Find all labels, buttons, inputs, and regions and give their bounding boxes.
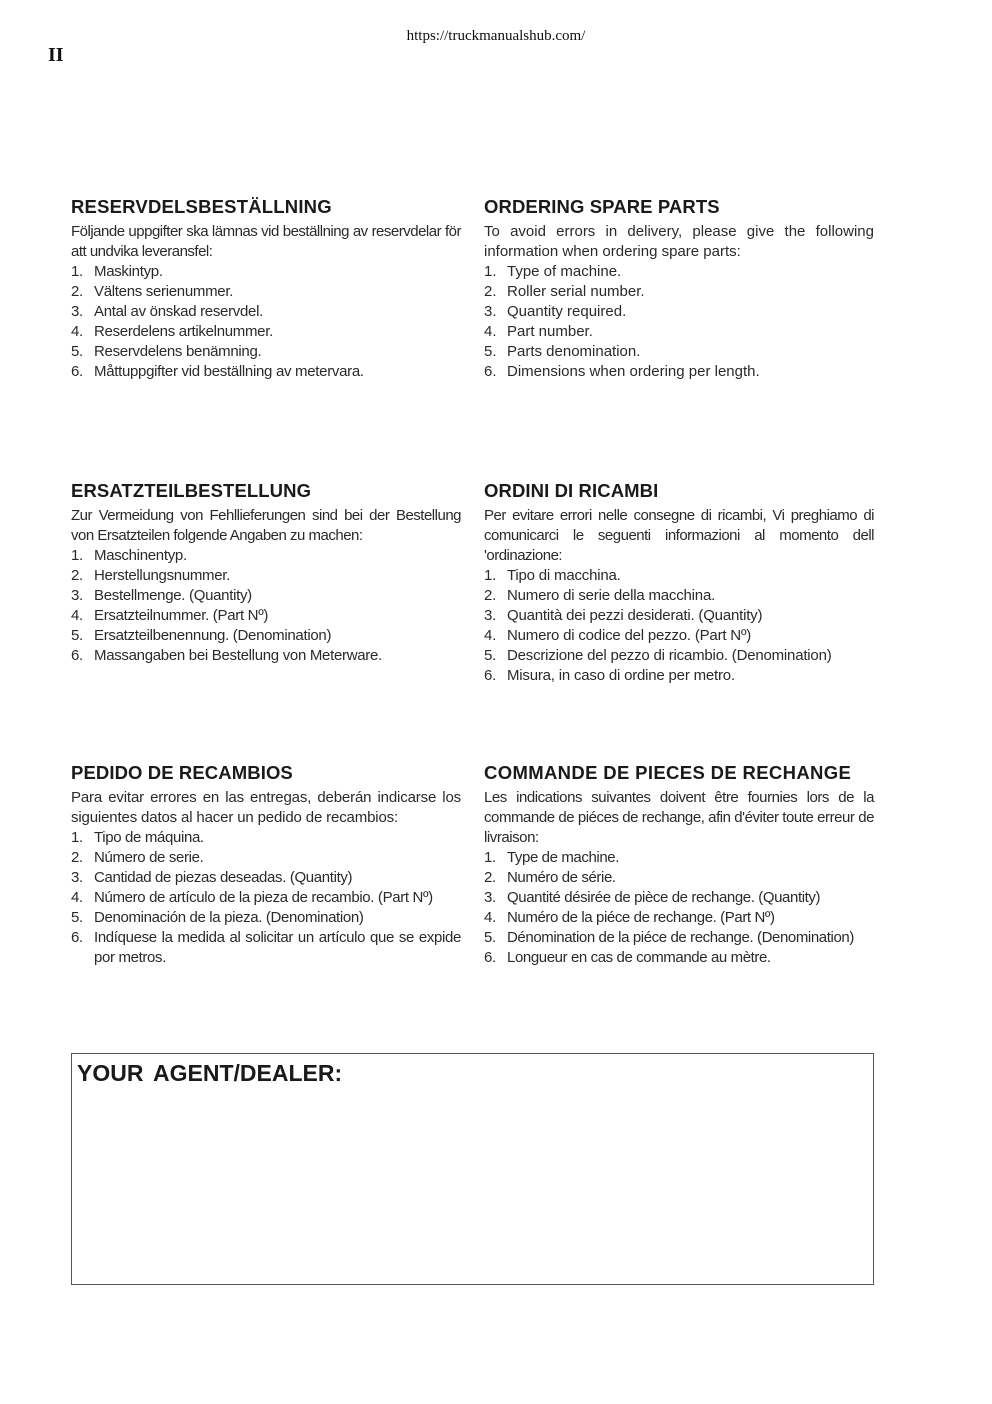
list-item <box>484 666 874 686</box>
list-item-number: 2. <box>71 567 83 584</box>
list-item-text: Indíquese la medida al solicitar un artículo que se expide por metros. <box>94 929 461 966</box>
list-item <box>71 606 461 626</box>
list-item-text: Roller serial number. <box>507 283 645 300</box>
section-title: ORDERING SPARE PARTS <box>484 196 720 217</box>
list-item-number: 4. <box>484 323 497 340</box>
list-item-number: 6. <box>484 363 497 380</box>
list-item <box>484 606 874 626</box>
list-item-text: Número de serie. <box>94 849 204 866</box>
list-item-number: 6. <box>71 363 83 380</box>
list-item-text: Ersatzteilnummer. (Part Nº) <box>94 607 269 624</box>
instruction-list <box>484 848 874 968</box>
list-item-text: Longueur en cas de commande au mètre. <box>507 949 771 966</box>
section-title: COMMANDE DE PIECES DE RECHANGE <box>484 762 852 783</box>
section-title: RESERVDELSBESTÄLLNING <box>71 196 332 217</box>
section-spanish <box>71 762 461 968</box>
list-item-number: 3. <box>484 303 497 320</box>
list-item-text: Type de machine. <box>507 849 620 866</box>
list-item-number: 5. <box>484 343 497 360</box>
list-item-text: Tipo de máquina. <box>94 829 204 846</box>
list-item-number: 6. <box>484 949 496 966</box>
list-item-text: Numero di serie della macchina. <box>507 587 716 604</box>
list-item-number: 3. <box>71 869 83 886</box>
list-item <box>484 342 874 362</box>
list-item <box>71 928 461 968</box>
list-item-number: 5. <box>71 343 83 360</box>
section-intro: To avoid errors in delivery, please give the following information when ordering spare parts: <box>484 223 874 260</box>
section-intro: Les indications suivantes doivent être fournies lors de la commande de piéces de rechange, afin d'éviter toute erreur de livraison: <box>484 789 874 846</box>
list-item-number: 5. <box>71 627 83 644</box>
list-item-number: 6. <box>484 667 497 684</box>
list-item <box>484 646 874 666</box>
list-item-text: Maschinentyp. <box>94 547 187 564</box>
list-item <box>71 322 461 342</box>
instruction-list <box>71 546 461 666</box>
list-item-text: Reservdelens benämning. <box>94 343 262 360</box>
list-item-number: 3. <box>71 587 83 604</box>
list-item-number: 1. <box>484 567 497 584</box>
list-item-text: Numéro de la piéce de rechange. (Part Nº) <box>507 909 775 926</box>
list-item <box>71 282 461 302</box>
list-item-text: Denominación de la pieza. (Denomination) <box>94 909 364 926</box>
list-item-text: Quantité désirée de pièce de rechange. (Quantity) <box>507 889 821 906</box>
section-swedish <box>71 196 461 382</box>
section-title: ERSATZTEILBESTELLUNG <box>71 480 312 501</box>
list-item-number: 1. <box>484 849 496 866</box>
list-item-number: 4. <box>71 323 83 340</box>
list-item-text: Vältens serienummer. <box>94 283 234 300</box>
list-item <box>71 586 461 606</box>
list-item <box>71 626 461 646</box>
list-item <box>71 262 461 282</box>
list-item-number: 3. <box>484 889 496 906</box>
list-item <box>71 828 461 848</box>
list-item-number: 5. <box>484 647 497 664</box>
section-italian <box>484 480 874 686</box>
list-item <box>71 646 461 666</box>
list-item-text: Type of machine. <box>507 263 622 280</box>
list-item-text: Dénomination de la piéce de rechange. (Denomination) <box>507 929 854 946</box>
list-item-text: Måttuppgifter vid beställning av metervara. <box>94 363 364 380</box>
list-item-text: Antal av önskad reservdel. <box>94 303 263 320</box>
header-url: https://truckmanualshub.com/ <box>406 28 586 44</box>
section-title: ORDINI DI RICAMBI <box>484 480 659 501</box>
list-item <box>71 546 461 566</box>
list-item-text: Misura, in caso di ordine per metro. <box>507 667 735 684</box>
section-english <box>484 196 874 382</box>
list-item <box>484 322 874 342</box>
dealer-box <box>71 1053 874 1285</box>
section-intro: Följande uppgifter ska lämnas vid beställning av reservdelar för att undvika leveransfel: <box>71 223 461 260</box>
list-item-number: 2. <box>484 283 497 300</box>
list-item <box>484 282 874 302</box>
list-item-number: 6. <box>71 929 83 946</box>
list-item <box>484 302 874 322</box>
list-item <box>484 868 874 888</box>
list-item-number: 5. <box>484 929 496 946</box>
list-item-text: Maskintyp. <box>94 263 163 280</box>
list-item <box>71 302 461 322</box>
instruction-list <box>71 828 461 968</box>
instruction-list <box>484 262 874 382</box>
list-item <box>484 586 874 606</box>
instruction-list <box>484 566 874 686</box>
list-item <box>484 888 874 908</box>
list-item-text: Número de artículo de la pieza de recambio. (Part Nº) <box>94 889 433 906</box>
section-french <box>484 762 874 968</box>
list-item-number: 1. <box>484 263 497 280</box>
list-item <box>71 848 461 868</box>
list-item <box>484 566 874 586</box>
section-intro: Zur Vermeidung von Fehllieferungen sind bei der Bestellung von Ersatzteilen folgende Angaben zu machen: <box>71 507 461 544</box>
list-item-text: Numero di codice del pezzo. (Part Nº) <box>507 627 752 644</box>
list-item-text: Dimensions when ordering per length. <box>507 363 760 380</box>
list-item-number: 3. <box>71 303 83 320</box>
list-item-text: Descrizione del pezzo di ricambio. (Denomination) <box>507 647 832 664</box>
list-item-number: 2. <box>484 869 496 886</box>
list-item <box>484 928 874 948</box>
list-item <box>484 948 874 968</box>
list-item <box>484 262 874 282</box>
list-item-number: 4. <box>71 889 83 906</box>
list-item-text: Herstellungsnummer. <box>94 567 231 584</box>
list-item-number: 1. <box>71 263 83 280</box>
list-item <box>484 626 874 646</box>
list-item-text: Ersatzteilbenennung. (Denomination) <box>94 627 332 644</box>
list-item-number: 2. <box>484 587 497 604</box>
list-item <box>484 848 874 868</box>
page-number: II <box>48 44 64 66</box>
list-item <box>71 362 461 382</box>
list-item-text: Reserdelens artikelnummer. <box>94 323 273 340</box>
section-intro: Per evitare errori nelle consegne di ricambi, Vi preghiamo di comunicarci le seguenti informazioni al momento dell 'ordinazione: <box>484 507 874 564</box>
list-item-text: Tipo di macchina. <box>507 567 621 584</box>
section-title: PEDIDO DE RECAMBIOS <box>71 762 293 783</box>
list-item-number: 2. <box>71 283 83 300</box>
list-item <box>71 908 461 928</box>
section-german <box>71 480 461 666</box>
list-item-text: Massangaben bei Bestellung von Meterware. <box>94 647 382 664</box>
instruction-list <box>71 262 461 382</box>
list-item-number: 4. <box>484 909 496 926</box>
list-item <box>484 362 874 382</box>
list-item <box>71 342 461 362</box>
list-item-number: 1. <box>71 829 83 846</box>
list-item <box>71 566 461 586</box>
list-item-text: Cantidad de piezas deseadas. (Quantity) <box>94 869 353 886</box>
list-item-number: 4. <box>484 627 497 644</box>
list-item-number: 6. <box>71 647 83 664</box>
list-item <box>71 888 461 908</box>
list-item-text: Parts denomination. <box>507 343 641 360</box>
list-item-number: 4. <box>71 607 83 624</box>
list-item-text: Bestellmenge. (Quantity) <box>94 587 252 604</box>
list-item <box>71 868 461 888</box>
section-intro: Para evitar errores en las entregas, deberán indicarse los siguientes datos al hacer un pedido de recambios: <box>71 789 461 826</box>
list-item-text: Quantità dei pezzi desiderati. (Quantity) <box>507 607 763 624</box>
list-item <box>484 908 874 928</box>
list-item-number: 3. <box>484 607 497 624</box>
list-item-text: Numéro de série. <box>507 869 616 886</box>
list-item-number: 1. <box>71 547 83 564</box>
list-item-number: 5. <box>71 909 83 926</box>
list-item-text: Quantity required. <box>507 303 627 320</box>
list-item-text: Part number. <box>507 323 593 340</box>
list-item-number: 2. <box>71 849 83 866</box>
dealer-title: YOUR AGENT/DEALER: <box>77 1060 343 1086</box>
